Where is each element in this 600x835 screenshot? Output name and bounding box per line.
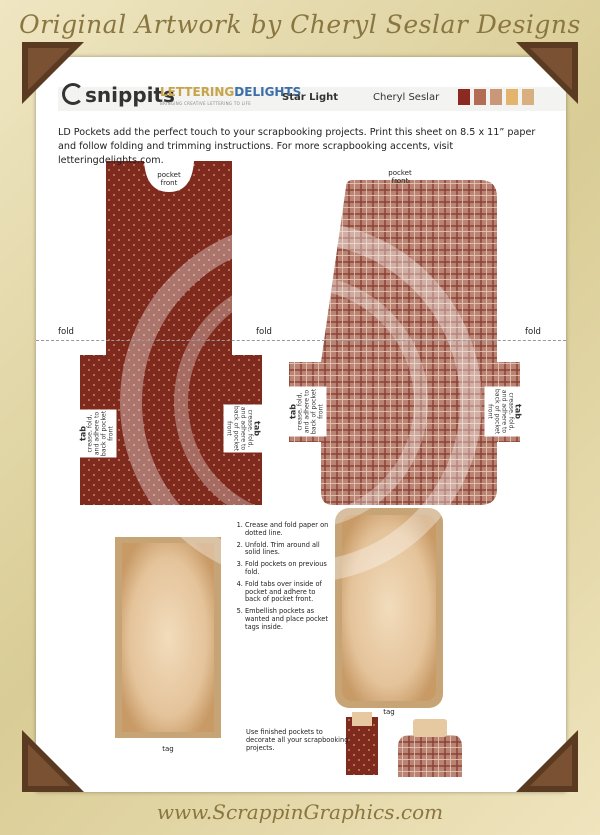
tag-label-right: tag [383, 708, 395, 716]
photo-corner-bottom-right [516, 730, 578, 792]
banner-title: Original Artwork by Cheryl Seslar Designs [19, 10, 581, 39]
instruction-step: 3. Fold pockets on previous fold. [245, 561, 331, 577]
pocket-front-label-right: pocket front [388, 169, 412, 185]
logo-delights-text: DELIGHTS [234, 85, 302, 99]
tag-right [335, 508, 443, 708]
color-swatch [458, 89, 470, 105]
tab-text: crease, fold, and adhere to back of pocket front [86, 410, 115, 457]
tab-text: crease, fold, and adhere to back of pocket front [225, 405, 254, 452]
tab-label-3 [288, 387, 327, 437]
fold-label-right: fold [525, 327, 541, 337]
fold-label-left: fold [58, 327, 74, 337]
logo-lettering-text: LETTERING [160, 85, 235, 99]
tag-left [115, 537, 221, 738]
instruction-step: 4. Fold tabs over inside of pocket and adhere to back of pocket front. [245, 581, 331, 604]
footer-url: www.ScrappinGraphics.com [156, 800, 444, 824]
sheet-header [58, 81, 566, 119]
color-swatch [474, 89, 486, 105]
lettering-delights-logo [160, 85, 301, 99]
tab-label-4 [485, 387, 524, 437]
intro-text: LD Pockets add the perfect touch to your scrapbooking projects. Print this sheet on 8.5 x 11” paper and follow folding and trimming instructions. For more scrapbooking accents, visit letteringdelights.com. [58, 127, 536, 166]
tab-label-1 [78, 410, 117, 458]
tab-text: crease, fold, and adhere to back of pocket front [486, 388, 515, 435]
right-pocket-template [289, 180, 523, 505]
logo-tagline: BRINGING CREATIVE LETTERING TO LIFE [160, 101, 252, 106]
photo-corner-top-right [516, 42, 578, 104]
design-title: Star Light [282, 92, 339, 103]
tab-title: tab [78, 426, 88, 441]
tab-title: tab [288, 404, 298, 419]
pocket-front-label-left: pocket front [157, 171, 181, 187]
instruction-step: 1. Crease and fold paper on dotted line. [245, 522, 331, 538]
tab-title: tab [513, 404, 523, 419]
photo-corner-bottom-left [22, 730, 84, 792]
photo-corner-top-left [22, 42, 84, 104]
usage-note: Use finished pockets to decorate all your scrapbooking projects. [246, 728, 349, 752]
tag-label-left: tag [162, 745, 174, 753]
instructions-list [231, 522, 331, 636]
instruction-step: 5. Embellish pockets as wanted and place pocket tags inside. [245, 608, 331, 631]
design-author: Cheryl Seslar [373, 92, 440, 103]
fold-line [36, 340, 566, 341]
instruction-step: 2. Unfold. Trim around all solid lines. [245, 542, 331, 558]
color-swatch [490, 89, 502, 105]
snippits-logo-text: snippits [85, 83, 175, 107]
printable-sheet [36, 57, 566, 792]
fold-label-mid: fold [256, 327, 272, 337]
mini-plaid-pocket [398, 719, 462, 777]
tab-label-2 [224, 405, 263, 453]
tab-text: crease, fold, and adhere to back of pocket front [296, 388, 325, 435]
tab-title: tab [252, 421, 262, 436]
